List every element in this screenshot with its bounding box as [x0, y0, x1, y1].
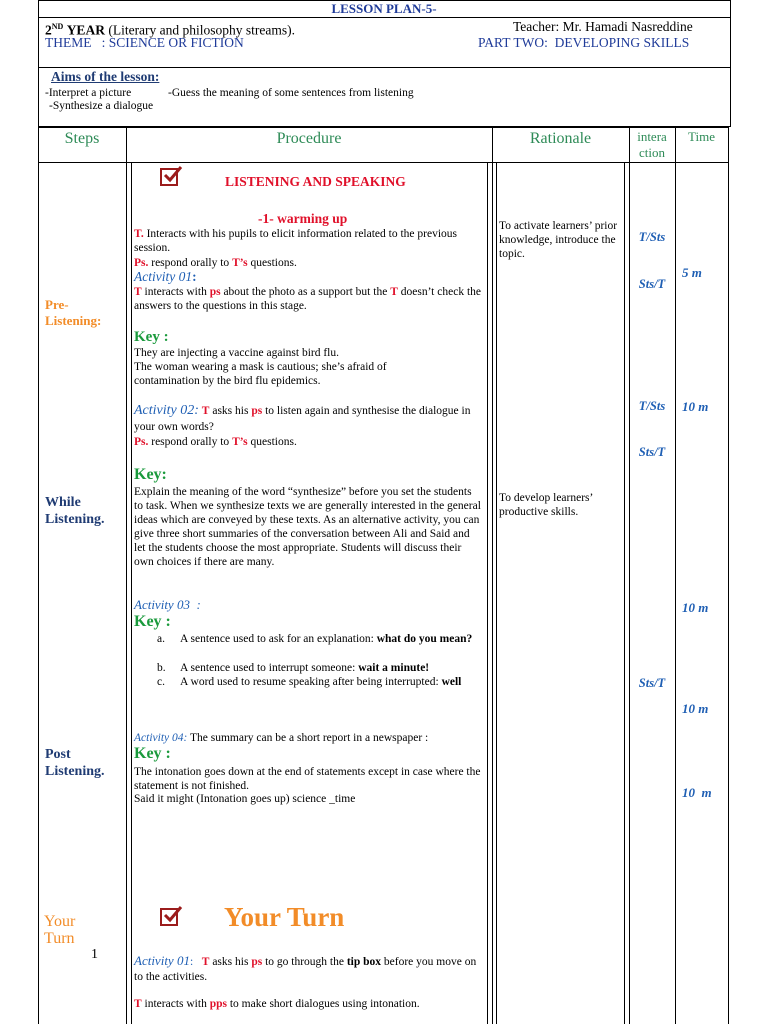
your-turn-activity-01: Activity 01: T asks his ps to go through the tip box before you move on to the activities.: [134, 953, 477, 983]
aims-title: Aims of the lesson:: [51, 69, 160, 84]
activity-04-line: Activity 04: The summary can be a short report in a newspaper :: [134, 732, 429, 744]
interaction-1: T/Sts: [638, 230, 666, 244]
step-your-2: Turn: [44, 930, 75, 947]
activity-01-title: Activity 01:: [134, 269, 197, 284]
time-5: 10 m: [682, 785, 712, 800]
header-time: Time: [688, 129, 715, 144]
page-number: 1: [91, 947, 98, 962]
interaction-4: Sts/T: [638, 445, 666, 459]
key-2-title: Key:: [134, 466, 167, 483]
warming-pupils-line: Ps. respond orally to T’s questions.: [134, 257, 297, 269]
key-3-item-b: b. A sentence used to interrupt someone: wait a minute!: [157, 662, 430, 674]
table-top: [38, 127, 729, 128]
teacher-name: Teacher: Mr. Hamadi Nasreddine: [513, 19, 693, 34]
aims-item-1: -Interpret a picture: [45, 87, 132, 99]
step-while-2: Listening.: [45, 512, 105, 527]
time-2: 10 m: [682, 399, 709, 414]
header-divider-2: [38, 67, 731, 68]
checkbox-icon: [160, 908, 178, 926]
your-turn-dialogues: T interacts with pps to make short dialogues using intonation.: [134, 998, 420, 1010]
activity-02-pupils: Ps. respond orally to T’s questions.: [134, 436, 297, 448]
aims-item-2: -Guess the meaning of some sentences from listening: [168, 87, 414, 99]
year-word: YEAR: [66, 22, 105, 38]
time-3: 10 m: [682, 600, 709, 615]
key-3-item-a: a. A sentence used to ask for an explanation: what do you mean?: [157, 633, 473, 645]
key-1-line-1: They are injecting a vaccine against bird flu.: [134, 347, 339, 359]
key-2-text: Explain the meaning of the word “synthesize” before you set the students to task. When we synthesize texts we are generally interested in the general ideas which are conveyed by these texts. As an alternative activity, you can give three short summaries of the conversation between Ali and Said and let the students choose the most appropriate. Students will discuss their own choices if there are many.: [134, 486, 481, 568]
activity-02-text: Activity 02: T asks his ps to listen again and synthesise the dialogue in your own words?: [134, 403, 471, 433]
year-sup: ND: [51, 22, 64, 31]
step-post-1: Post: [45, 747, 71, 762]
warming-teacher-line: T. Interacts with his pupils to elicit information related to the previous session.: [134, 228, 458, 254]
col-line-1: [126, 127, 127, 1024]
header-interaction-1: intera: [637, 129, 667, 144]
header-steps: Steps: [64, 130, 100, 147]
rationale-cell-box: [496, 162, 625, 1024]
lesson-title: LESSON PLAN-5-: [331, 1, 437, 16]
header-rationale: Rationale: [529, 130, 592, 147]
rationale-1: To activate learners’ prior knowledge, introduce the topic.: [499, 220, 618, 260]
step-pre-1: Pre-: [45, 297, 69, 312]
year-streams: (Literary and philosophy streams).: [108, 22, 296, 38]
aims-item-3: -Synthesize a dialogue: [49, 100, 154, 112]
your-turn-title: Your Turn: [224, 902, 345, 932]
key-3-item-c: c. A word used to resume speaking after being interrupted: well: [157, 676, 462, 688]
key-4-line-1: The intonation goes down at the end of statements except in case where the statement is not finished.: [134, 766, 481, 792]
header-interaction-2: ction: [639, 145, 665, 160]
warming-up-title: -1- warming up: [258, 211, 348, 226]
key-4-line-2: Said it might (Intonation goes up) science _time: [134, 793, 356, 805]
col-line-3: [629, 127, 630, 1024]
header-divider: [38, 17, 731, 18]
section-title: LISTENING AND SPEAKING: [225, 174, 406, 189]
time-1: 5 m: [682, 265, 702, 280]
interaction-3: T/Sts: [638, 399, 666, 413]
step-your-1: Your: [44, 913, 76, 930]
interaction-2: Sts/T: [638, 277, 666, 291]
step-pre-2: Listening:: [45, 313, 102, 328]
key-1-line-2: The woman wearing a mask is cautious; she’s afraid of contamination by the bird flu epidemics.: [134, 361, 387, 387]
activity-01-text: T interacts with ps about the photo as a support but the T doesn’t check the answers to the questions in this stage.: [134, 286, 481, 312]
part-title: PART TWO: DEVELOPING SKILLS: [478, 35, 690, 50]
key-4-title: Key :: [134, 745, 171, 762]
rationale-2: To develop learners’ productive skills.: [499, 492, 593, 518]
col-line-2: [492, 127, 493, 1024]
checkbox-icon: [160, 168, 178, 186]
theme: THEME : SCIENCE OR FICTION: [45, 35, 244, 50]
step-post-2: Listening.: [45, 764, 105, 779]
col-line-5: [728, 127, 729, 1024]
year-number: 2: [45, 22, 52, 38]
time-4: 10 m: [682, 701, 709, 716]
activity-03-title: Activity 03 :: [134, 597, 201, 612]
step-while-1: While: [45, 495, 81, 510]
header-procedure: Procedure: [276, 130, 342, 147]
col-line-4: [675, 127, 676, 1024]
interaction-5: Sts/T: [638, 676, 666, 690]
key-1-title: Key :: [134, 329, 169, 345]
key-3-title: Key :: [134, 613, 171, 630]
col-line-0: [38, 127, 39, 1024]
